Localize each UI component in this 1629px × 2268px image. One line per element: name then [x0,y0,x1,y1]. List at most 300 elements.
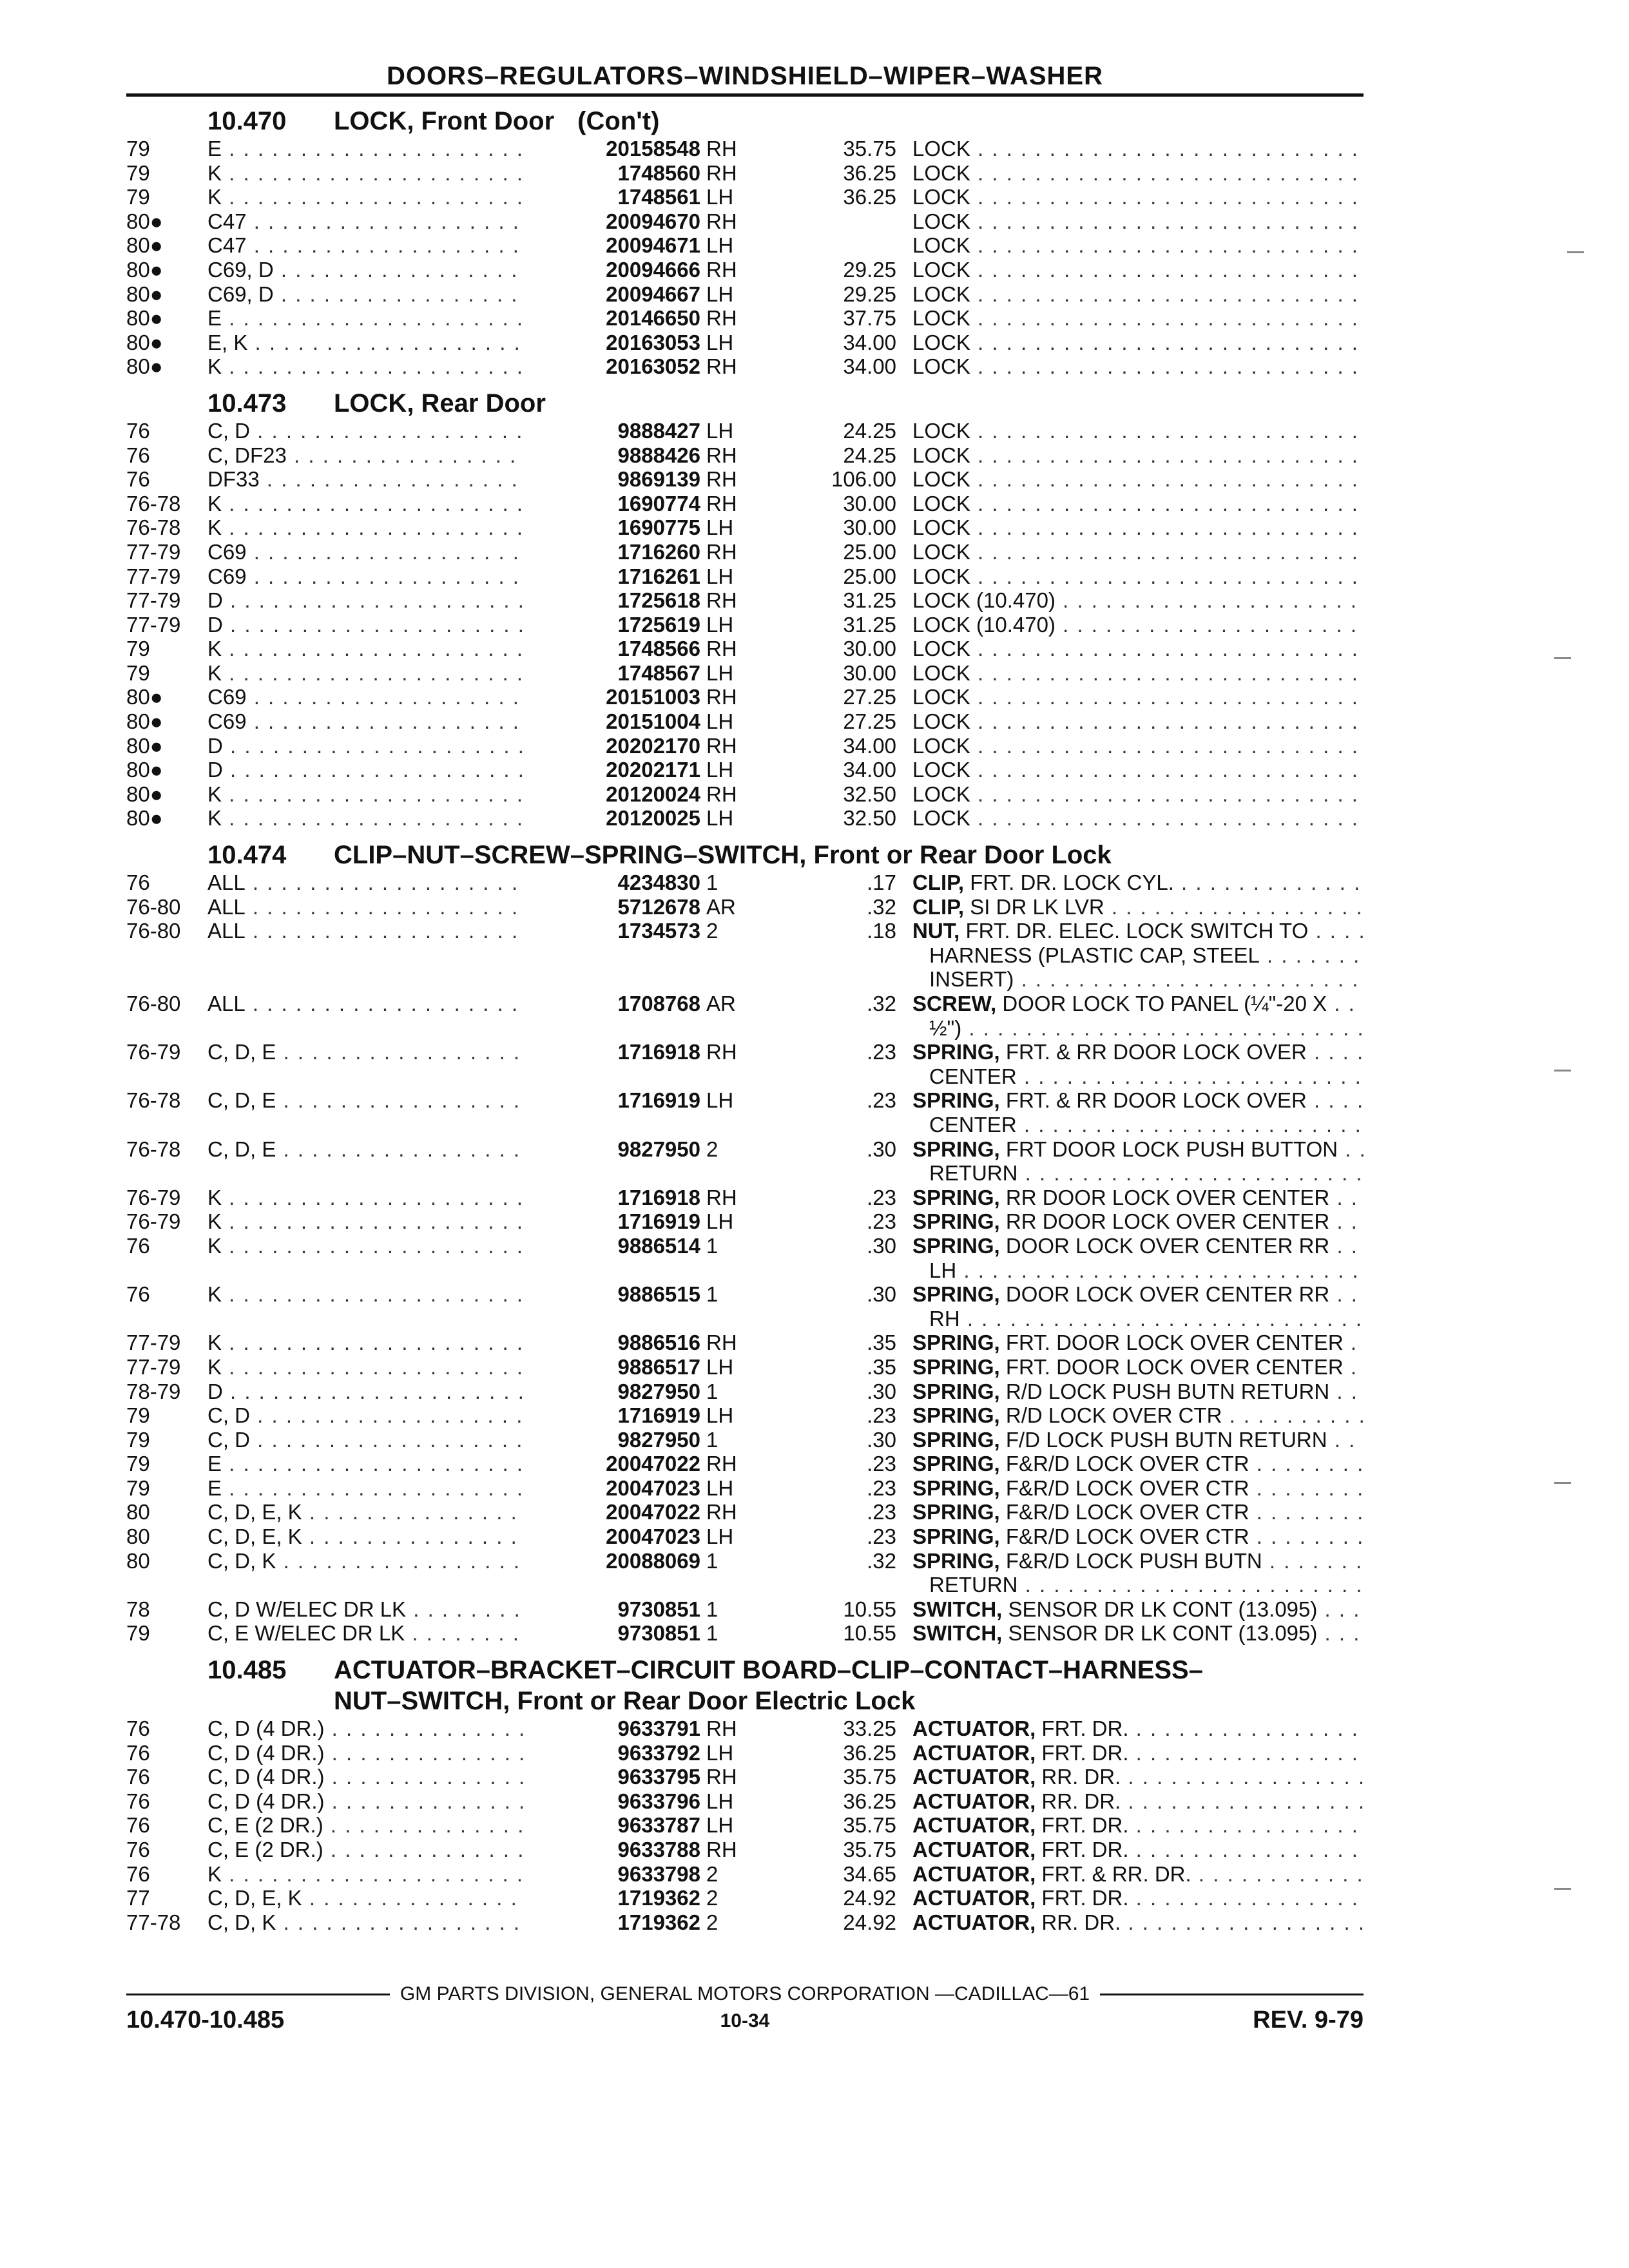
description-line: SCREW, DOOR LOCK TO PANEL (¼"-20 X . . . [912,992,1364,1016]
model-cell: K . . . [207,1355,601,1379]
price-cell: 30.00 [843,660,896,685]
table-row [126,895,1364,919]
description-line: SWITCH, SENSOR DR LK CONT (13.095) . . . [912,1597,1364,1622]
description-cell [912,709,1364,734]
section-title [126,840,1364,870]
year-cell: 80● [126,733,163,758]
part-number-cell: 9633791 [526,1716,700,1741]
side-qty-cell: 1 [706,1427,718,1452]
table-row [126,137,1364,161]
part-number-cell: 20047023 [526,1524,700,1549]
part-number-cell: 1716919 [526,1088,700,1113]
description-line: CENTER . . . [912,1113,1364,1137]
section-number: 10.485 [207,1656,287,1685]
table-row [126,1234,1364,1282]
table-row [126,1813,1364,1838]
description-line: LH . . . [912,1258,1364,1283]
description-cell [912,661,1364,686]
side-qty-cell: 1 [706,1548,718,1573]
section-title-text: ACTUATOR–BRACKET–CIRCUIT BOARD–CLIP–CONTACT–HARNESS– [334,1656,1203,1685]
price-cell: 34.00 [843,758,896,782]
part-number-cell: 20094667 [526,282,700,307]
description-cell [912,637,1364,661]
scan-mark [1567,251,1584,253]
price-cell: 31.25 [843,612,896,637]
description-cell [912,1137,1364,1186]
year-cell: 79 [126,137,150,160]
description-cell [912,1813,1364,1838]
price-cell: 36.25 [843,160,896,185]
table-row [126,1040,1364,1088]
description-cell [912,258,1364,282]
table-row [126,1403,1364,1428]
model-cell: C, D . . . [207,1428,601,1452]
model-cell: C, E (2 DR.) . . . [207,1813,601,1838]
table-row [126,1741,1364,1765]
price-cell: 27.25 [843,709,896,734]
footer-rule-left [126,1994,390,1995]
description-cell [912,758,1364,782]
part-number-cell: 20146650 [526,306,700,331]
description-cell [912,1428,1364,1452]
price-cell: .23 [867,1452,896,1476]
part-number-cell: 9888427 [526,419,700,443]
description-line: LOCK . . . [912,806,1364,831]
table-row [126,919,1364,992]
price-cell: 24.92 [843,1910,896,1934]
year-cell: 80 [126,1500,150,1524]
price-cell: 30.00 [843,637,896,661]
sections-container [126,106,1364,1934]
side-qty-cell: RH [706,467,737,492]
price-cell: 35.75 [843,1813,896,1838]
part-number-cell: 20088069 [526,1549,700,1573]
table-row [126,588,1364,613]
table-row [126,331,1364,355]
description-line: SPRING, F/D LOCK PUSH BUTN RETURN . . . [912,1428,1364,1452]
part-number-cell: 20094671 [526,233,700,258]
table-row [126,806,1364,831]
table-row [126,613,1364,637]
part-number-cell: 9633798 [526,1862,700,1887]
section-title-text: LOCK, Front Door [334,107,555,135]
side-qty-cell: AR [706,894,736,919]
description-cell [912,1040,1364,1088]
part-number-cell: 20094666 [526,258,700,282]
year-cell: 76-78 [126,1088,181,1113]
table-row [126,870,1364,895]
footer-revision: REV. 9-79 [1253,2006,1364,2033]
part-number-cell: 1719362 [526,1910,700,1935]
part-number-cell: 9886516 [526,1331,700,1355]
description-line: SPRING, F&R/D LOCK OVER CTR . . . [912,1452,1364,1476]
price-cell: .23 [867,1524,896,1549]
description-cell [912,1452,1364,1476]
year-cell: 79 [126,637,150,661]
part-number-cell: 20151003 [526,685,700,709]
description-line: RETURN . . . [912,1161,1364,1186]
catalog-page [126,62,1364,1934]
price-cell: 34.00 [843,733,896,758]
table-row [126,1910,1364,1935]
description-line: ACTUATOR, RR. DR. . . . [912,1765,1364,1789]
price-cell: 34.00 [843,354,896,379]
description-line: SPRING, FRT DOOR LOCK PUSH BUTTON . . . [912,1137,1364,1162]
table-row [126,419,1364,443]
part-number-cell: 9730851 [526,1597,700,1622]
part-number-cell: 1690775 [526,515,700,540]
side-qty-cell: 1 [706,1282,718,1307]
part-number-cell: 1734573 [526,919,700,943]
price-cell: .18 [867,919,896,943]
model-cell: ALL . . . [207,919,601,943]
year-cell: 76 [126,1233,150,1258]
year-cell: 79 [126,1427,150,1452]
description-line: SPRING, F&R/D LOCK OVER CTR . . . [912,1500,1364,1524]
model-cell: DF33 . . . [207,467,601,492]
part-number-cell: 20158548 [526,137,700,161]
year-cell: 77-79 [126,539,181,564]
year-cell: 76 [126,418,150,443]
model-cell: C47 . . . [207,233,601,258]
description-line: LOCK . . . [912,306,1364,331]
table-row [126,161,1364,186]
side-qty-cell: RH [706,443,737,467]
model-cell: C69 . . . [207,709,601,734]
description-cell [912,1234,1364,1282]
description-cell [912,515,1364,540]
table-row [126,306,1364,331]
description-cell [912,1597,1364,1622]
description-line: LOCK . . . [912,782,1364,807]
description-line: SPRING, FRT. DOOR LOCK OVER CENTER . . . [912,1331,1364,1355]
description-line: ACTUATOR, RR. DR. . . . [912,1910,1364,1935]
side-qty-cell: RH [706,637,737,661]
side-qty-cell: LH [706,709,734,734]
price-cell: 35.75 [843,1765,896,1789]
description-line: LOCK . . . [912,515,1364,540]
price-cell: 36.25 [843,185,896,209]
model-cell: E . . . [207,137,601,161]
side-qty-cell: 1 [706,1597,718,1621]
footer-bottom [126,2006,1364,2037]
model-cell: D . . . [207,758,601,782]
part-number-cell: 1708768 [526,992,700,1016]
description-line: LOCK . . . [912,419,1364,443]
year-cell: 77-78 [126,1910,181,1934]
price-cell: .23 [867,1403,896,1428]
table-row [126,758,1364,782]
section-title [126,106,1364,137]
part-number-cell: 1716918 [526,1186,700,1210]
year-cell: 80● [126,306,163,331]
table-row [126,709,1364,734]
model-cell: C, E W/ELEC DR LK . . . [207,1621,601,1646]
description-line: SWITCH, SENSOR DR LK CONT (13.095) . . . [912,1621,1364,1646]
price-cell: 24.92 [843,1886,896,1910]
table-row [126,467,1364,492]
table-row [126,1524,1364,1549]
part-number-cell: 20047022 [526,1500,700,1524]
description-line: LOCK . . . [912,161,1364,186]
description-cell [912,1186,1364,1210]
year-cell: 80● [126,209,163,233]
year-cell: 80● [126,233,163,258]
table-row [126,1886,1364,1910]
part-number-cell: 9886514 [526,1234,700,1258]
year-cell: 80● [126,685,163,709]
description-line: SPRING, RR DOOR LOCK OVER CENTER . . . [912,1209,1364,1234]
table-row [126,1621,1364,1646]
description-cell [912,282,1364,307]
table-row [126,258,1364,282]
price-cell: .30 [867,1282,896,1307]
model-cell: K . . . [207,661,601,686]
model-cell: K . . . [207,806,601,831]
model-cell: C69 . . . [207,564,601,589]
table-row [126,1452,1364,1476]
price-cell: .32 [867,992,896,1016]
description-cell [912,782,1364,807]
model-cell: C, D, K . . . [207,1910,601,1935]
model-cell: C, D, E . . . [207,1040,601,1064]
section-title [126,388,1364,419]
year-cell: 79 [126,185,150,209]
description-cell [912,1209,1364,1234]
model-cell: C69, D . . . [207,258,601,282]
part-number-cell: 20163053 [526,331,700,355]
part-number-cell: 20202171 [526,758,700,782]
description-cell [912,588,1364,613]
description-cell [912,1282,1364,1331]
section-10-485 [126,1655,1364,1934]
model-cell: K . . . [207,1234,601,1258]
table-row [126,515,1364,540]
description-cell [912,870,1364,895]
section-title-text: CLIP–NUT–SCREW–SPRING–SWITCH, Front or Rear Door Lock [334,841,1112,870]
model-cell: K . . . [207,1862,601,1887]
description-cell [912,161,1364,186]
model-cell: C, D (4 DR.) . . . [207,1765,601,1789]
part-number-cell: 9633795 [526,1765,700,1789]
description-cell [912,443,1364,468]
description-cell [912,1355,1364,1379]
description-line: SPRING, FRT. & RR DOOR LOCK OVER . . . [912,1088,1364,1113]
price-cell: 33.25 [843,1716,896,1741]
description-line: LOCK . . . [912,258,1364,282]
model-cell: K . . . [207,1186,601,1210]
year-cell: 76 [126,1740,150,1765]
part-number-cell: 1716260 [526,540,700,564]
model-cell: K . . . [207,161,601,186]
side-qty-cell: LH [706,418,734,443]
description-cell [912,306,1364,331]
description-line: LOCK (10.470) . . . [912,613,1364,637]
description-line: LOCK . . . [912,209,1364,234]
description-line: SPRING, R/D LOCK PUSH BUTN RETURN . . . [912,1379,1364,1404]
description-line: CENTER . . . [912,1064,1364,1089]
side-qty-cell: RH [706,1716,737,1741]
part-number-cell: 1716919 [526,1403,700,1428]
side-qty-cell: RH [706,588,737,613]
description-line: ACTUATOR, FRT. DR. . . . [912,1716,1364,1741]
year-cell: 76 [126,1716,150,1741]
description-line: LOCK . . . [912,233,1364,258]
year-cell: 80● [126,758,163,782]
part-number-cell: 20047022 [526,1452,700,1476]
year-cell: 79 [126,1475,150,1500]
model-cell: D . . . [207,734,601,758]
side-qty-cell: RH [706,1040,737,1064]
side-qty-cell: LH [706,612,734,637]
side-qty-cell: LH [706,1740,734,1765]
side-qty-cell: AR [706,992,736,1016]
model-cell: C, D (4 DR.) . . . [207,1789,601,1814]
part-number-cell: 9886515 [526,1282,700,1307]
table-row [126,734,1364,758]
year-cell: 77-79 [126,588,181,613]
table-row [126,1282,1364,1331]
description-cell [912,685,1364,709]
table-row [126,1428,1364,1452]
year-cell: 80● [126,806,163,831]
side-qty-cell: LH [706,185,734,209]
description-cell [912,185,1364,209]
description-cell [912,1716,1364,1741]
price-cell: 32.50 [843,782,896,806]
part-number-cell: 9633787 [526,1813,700,1838]
description-line: LOCK . . . [912,331,1364,355]
year-cell: 80● [126,330,163,354]
table-row [126,1597,1364,1622]
description-cell [912,1886,1364,1910]
description-line: ½") . . . [912,1016,1364,1041]
price-cell: 24.25 [843,443,896,467]
price-cell: 30.00 [843,491,896,515]
part-number-cell: 9730851 [526,1621,700,1646]
price-cell: 29.25 [843,257,896,282]
model-cell: C, D, E . . . [207,1088,601,1113]
year-cell: 76 [126,443,150,467]
table-row [126,1186,1364,1210]
description-line: LOCK . . . [912,443,1364,468]
section-title-text: LOCK, Rear Door [334,389,546,418]
side-qty-cell: RH [706,685,737,709]
model-cell: C, D, E, K . . . [207,1886,601,1910]
year-cell: 77-79 [126,564,181,588]
model-cell: K . . . [207,782,601,807]
year-cell: 80● [126,782,163,806]
model-cell: K . . . [207,515,601,540]
table-row [126,540,1364,564]
part-number-cell: 1748566 [526,637,700,661]
description-line: SPRING, DOOR LOCK OVER CENTER RR . . . [912,1234,1364,1258]
description-line: RETURN . . . [912,1573,1364,1597]
price-cell: .30 [867,1137,896,1161]
year-cell: 79 [126,1452,150,1476]
section-number: 10.473 [207,389,287,418]
model-cell: D . . . [207,588,601,613]
price-cell: .23 [867,1209,896,1234]
model-cell: C69, D . . . [207,282,601,307]
table-row [126,1789,1364,1814]
year-cell: 77-79 [126,1331,181,1355]
description-line: CLIP, SI DR LK LVR . . . [912,895,1364,919]
description-line: SPRING, FRT. DOOR LOCK OVER CENTER . . . [912,1355,1364,1379]
table-row [126,185,1364,209]
model-cell: K . . . [207,185,601,209]
table-row [126,1765,1364,1789]
part-number-cell: 9633788 [526,1838,700,1862]
part-number-cell: 20163052 [526,354,700,379]
price-cell: .23 [867,1088,896,1113]
model-cell: E . . . [207,1452,601,1476]
table-row [126,492,1364,516]
year-cell: 76 [126,1282,150,1307]
description-line: LOCK . . . [912,564,1364,589]
side-qty-cell: RH [706,1500,737,1524]
description-cell [912,1549,1364,1597]
description-line: LOCK . . . [912,540,1364,564]
table-row [126,685,1364,709]
part-number-cell: 1725619 [526,613,700,637]
side-qty-cell: RH [706,306,737,331]
price-cell: 10.55 [843,1597,896,1621]
description-line: SPRING, F&R/D LOCK OVER CTR . . . [912,1476,1364,1501]
side-qty-cell: RH [706,782,737,806]
description-line: SPRING, DOOR LOCK OVER CENTER RR . . . [912,1282,1364,1307]
model-cell: D . . . [207,613,601,637]
side-qty-cell: RH [706,539,737,564]
description-cell [912,1476,1364,1501]
year-cell: 79 [126,660,150,685]
description-cell [912,1379,1364,1404]
price-cell: 24.25 [843,418,896,443]
description-line: LOCK . . . [912,709,1364,734]
description-cell [912,919,1364,992]
price-cell: .35 [867,1354,896,1379]
description-line: HARNESS (PLASTIC CAP, STEEL . . . [912,943,1364,968]
section-10-474 [126,840,1364,1646]
table-row [126,1088,1364,1137]
price-cell: .30 [867,1379,896,1403]
footer-publisher: GM PARTS DIVISION, GENERAL MOTORS CORPORATION —CADILLAC—61 [400,1983,1090,2004]
description-line: LOCK . . . [912,137,1364,161]
table-row [126,1331,1364,1355]
model-cell: K . . . [207,637,601,661]
table-row [126,282,1364,307]
part-number-cell: 20120025 [526,806,700,831]
year-cell: 76-79 [126,1040,181,1064]
model-cell: C, D, K . . . [207,1549,601,1573]
description-line: ACTUATOR, FRT. DR. . . . [912,1838,1364,1862]
side-qty-cell: RH [706,160,737,185]
section-10-473 [126,388,1364,831]
description-cell [912,1741,1364,1765]
description-line: ACTUATOR, RR. DR. . . . [912,1789,1364,1814]
year-cell: 76-78 [126,515,181,540]
part-number-cell: 9827950 [526,1137,700,1162]
description-line: ACTUATOR, FRT. & RR. DR. . . . [912,1862,1364,1887]
description-line: LOCK . . . [912,354,1364,379]
part-number-cell: 1748567 [526,661,700,686]
year-cell: 76 [126,870,150,895]
scan-mark [1554,1888,1571,1890]
side-qty-cell: 2 [706,1910,718,1934]
side-qty-cell: LH [706,1813,734,1838]
price-cell: .32 [867,1548,896,1573]
side-qty-cell: LH [706,1403,734,1428]
